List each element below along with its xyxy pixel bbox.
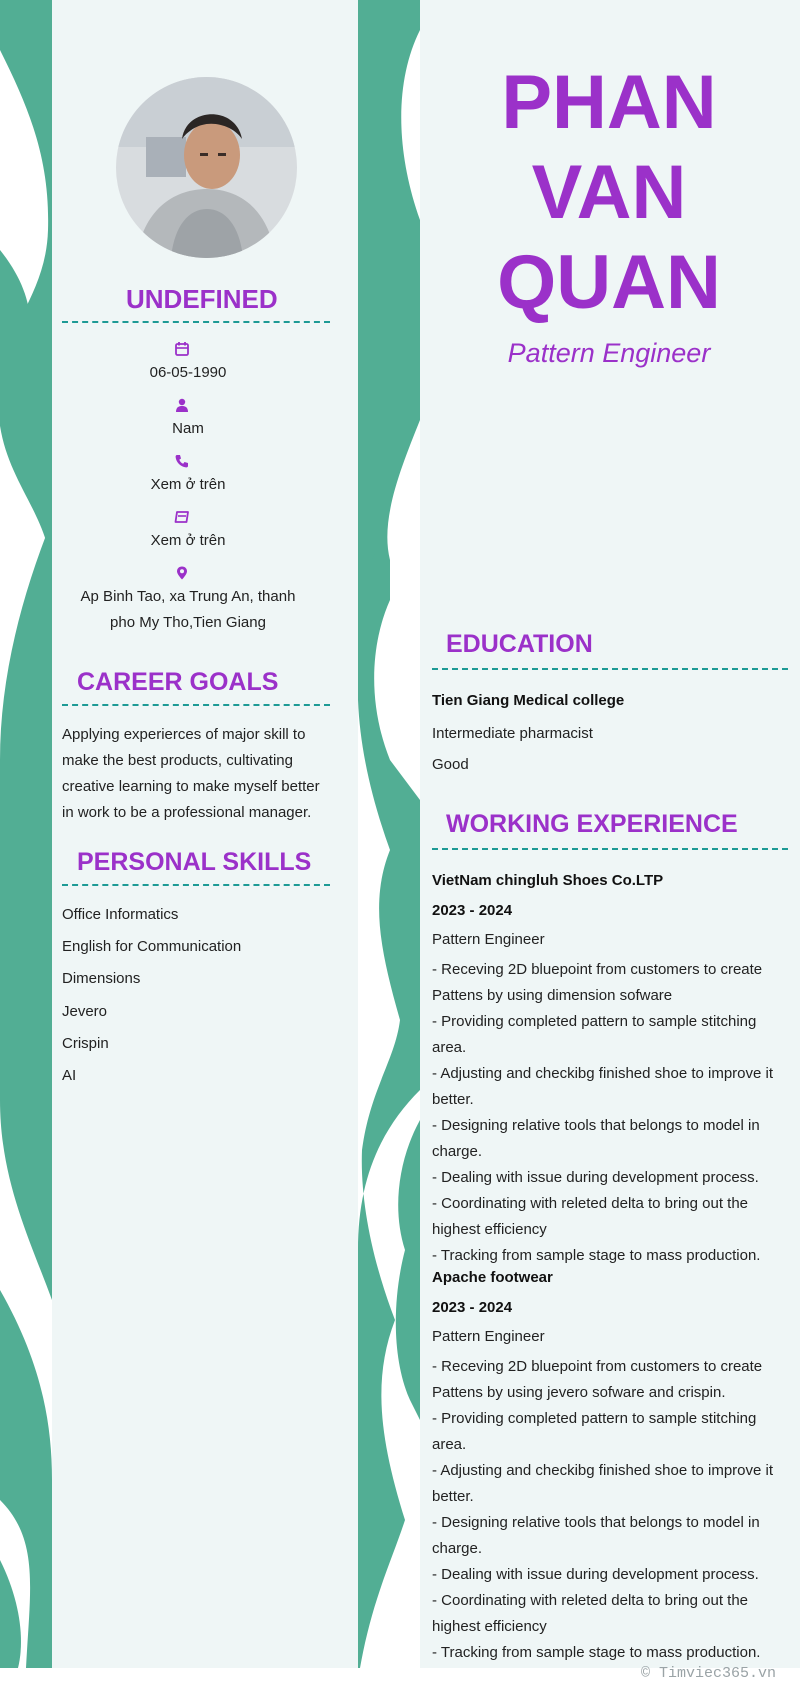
- experience-title: WORKING EXPERIENCE: [446, 810, 738, 838]
- duty-item: - Providing completed pattern to sample stitching area.: [432, 1013, 757, 1056]
- duty-item: - Adjusting and checkibg finished shoe to improve it better.: [432, 1462, 774, 1505]
- birthdate: 06-05-1990: [149, 364, 227, 381]
- duty-item: - Providing completed pattern to sample stitching area.: [432, 1410, 757, 1453]
- divider: [62, 321, 330, 323]
- name-line: QUAN: [497, 240, 721, 325]
- left-heading: UNDEFINED: [126, 284, 278, 314]
- location-pin-icon: [174, 565, 190, 581]
- duty-item: - Receving 2D bluepoint from customers to create Pattens by using dimension sofware: [432, 961, 763, 1004]
- skills-list: [62, 902, 241, 1095]
- divider: [432, 848, 788, 850]
- skill-item: Jevero: [62, 1002, 108, 1020]
- company-name: VietNam chingluh Shoes Co.LTP: [432, 872, 664, 889]
- skill-item: English for Communication: [62, 938, 242, 956]
- duty-item: - Dealing with issue during development process.: [432, 1169, 759, 1186]
- job-duties: [432, 957, 788, 1269]
- phone: Xem ở trên: [150, 476, 226, 493]
- duty-item: - Dealing with issue during development process.: [432, 1566, 759, 1583]
- duty-item: - Coordinating with releted delta to bring out the highest efficiency: [432, 1592, 749, 1635]
- full-name: [470, 58, 748, 328]
- divider: [432, 668, 788, 670]
- skill-item: Dimensions: [62, 970, 141, 988]
- duty-item: - Tracking from sample stage to mass production.: [432, 1644, 761, 1661]
- skill-item: Office Informatics: [62, 906, 179, 923]
- company-name: Apache footwear: [432, 1269, 553, 1286]
- job-position: Pattern Engineer: [432, 1328, 545, 1345]
- job-position: Pattern Engineer: [432, 931, 545, 948]
- person-icon: [174, 397, 190, 413]
- personal-skills-title: PERSONAL SKILLS: [77, 848, 312, 876]
- job-duties: [432, 1354, 788, 1666]
- email-icon: [174, 509, 190, 525]
- watermark: © Timviec365.vn: [640, 1665, 776, 1682]
- skill-item: AI: [62, 1066, 77, 1084]
- job-period: 2023 - 2024: [432, 1299, 513, 1316]
- education-grade: Good: [432, 756, 469, 773]
- address: Ap Binh Tao, xa Trung An, thanh pho My Tho,Tien Giang: [80, 588, 296, 631]
- name-line: VAN: [531, 150, 687, 235]
- duty-item: - Receving 2D bluepoint from customers to create Pattens by using jevero sofware and crispin.: [432, 1358, 763, 1401]
- phone-icon: [174, 453, 190, 469]
- calendar-icon: [174, 341, 190, 357]
- career-goals-title: CAREER GOALS: [77, 668, 279, 696]
- job-title: Pattern Engineer: [507, 338, 711, 368]
- name-line: PHAN: [501, 60, 717, 145]
- education-major: Intermediate pharmacist: [432, 725, 593, 742]
- duty-item: - Tracking from sample stage to mass production.: [432, 1247, 761, 1264]
- education-title: EDUCATION: [446, 630, 593, 658]
- duty-item: - Designing relative tools that belongs to model in charge.: [432, 1117, 760, 1160]
- divider: [62, 884, 330, 886]
- avatar-photo: [116, 77, 297, 258]
- school-name: Tien Giang Medical college: [432, 692, 625, 709]
- career-goals-text: Applying experierces of major skill to make the best products, cultivating creative learning to make myself better in work to be a professional manager.: [62, 726, 320, 821]
- duty-item: - Adjusting and checkibg finished shoe to improve it better.: [432, 1065, 774, 1108]
- job-period: 2023 - 2024: [432, 902, 513, 919]
- avatar: [116, 77, 297, 258]
- gender: Nam: [172, 420, 204, 437]
- skill-item: Crispin: [62, 1034, 109, 1052]
- duty-item: - Designing relative tools that belongs to model in charge.: [432, 1514, 760, 1557]
- divider: [62, 704, 330, 706]
- duty-item: - Coordinating with releted delta to bring out the highest efficiency: [432, 1195, 749, 1238]
- email: Xem ở trên: [150, 532, 226, 549]
